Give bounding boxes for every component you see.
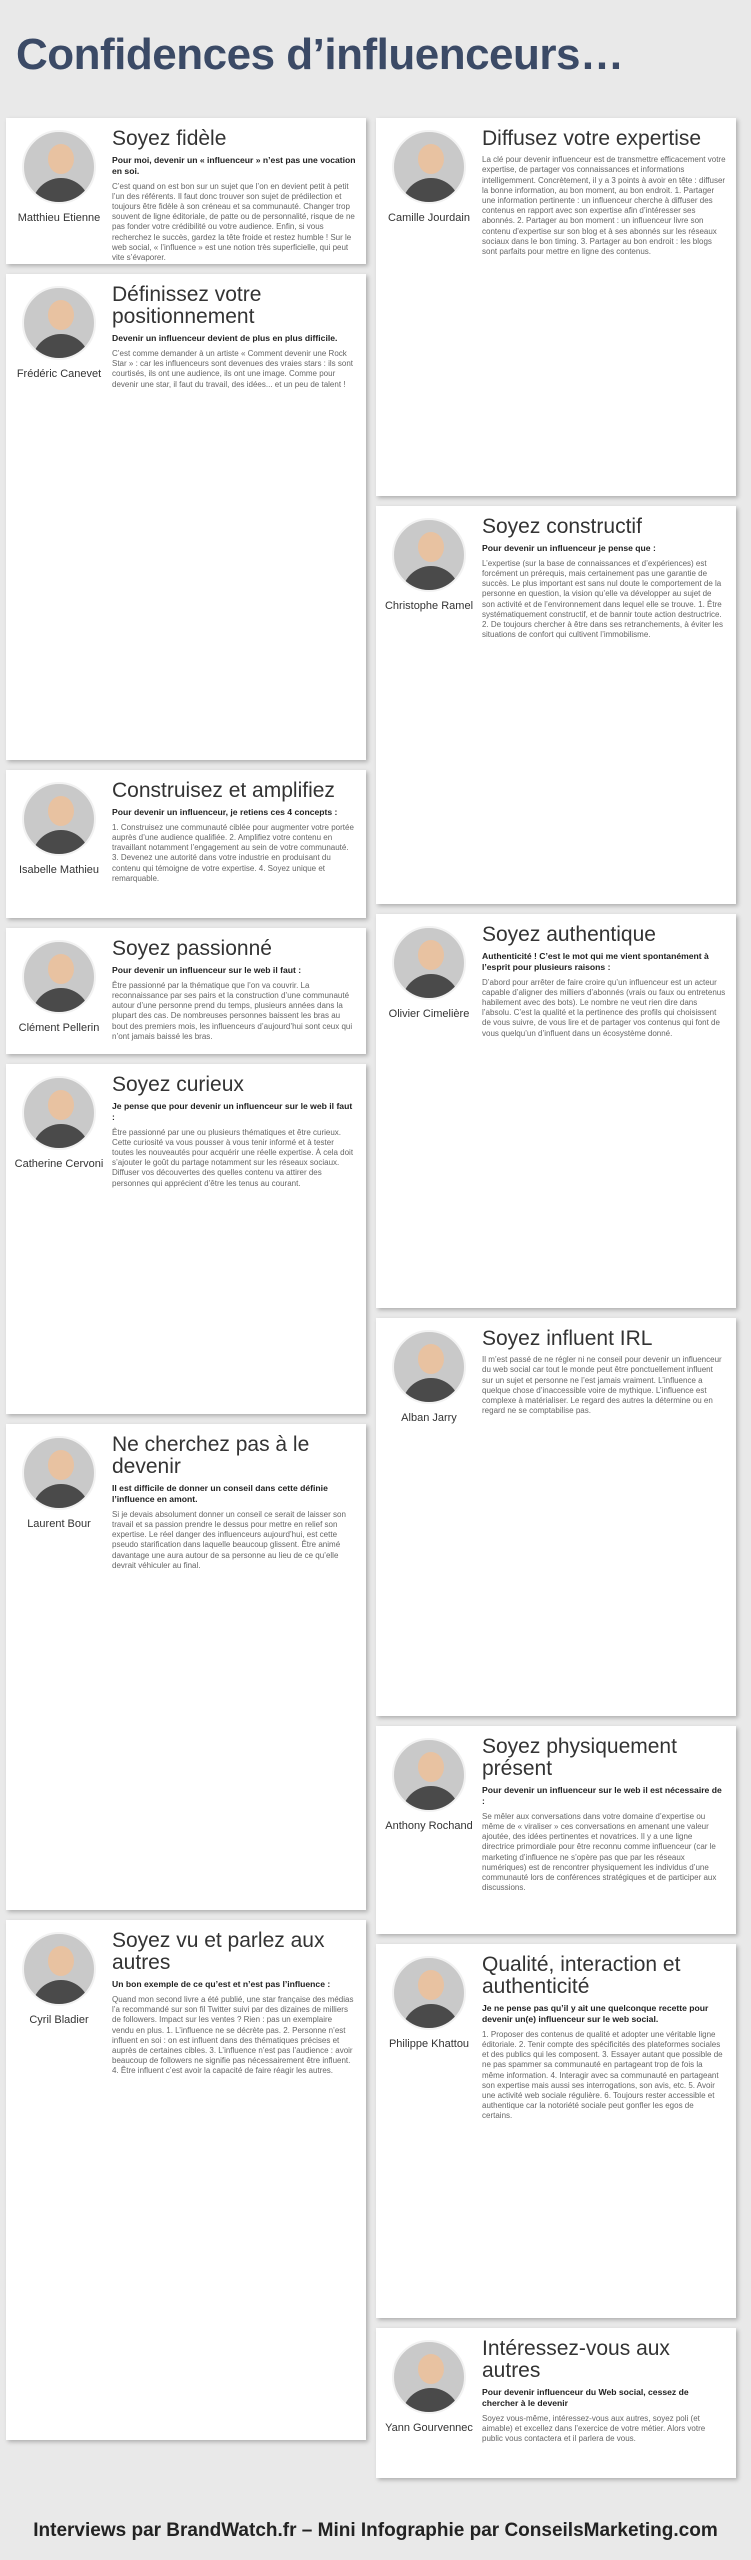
- card-text: 1. Construisez une communauté ciblée pour augmenter votre portée auprès d’une audience qualifiée. 2. Amplifiez votre contenu en travaillant notamment l’engagement au sein de votre communauté. 3. Devenez une autorité dans votre industrie en produisant du contenu qui témoigne de votre expertise. 4. Soyez unique et remarquable.: [112, 822, 354, 883]
- card-text: Il m’est passé de ne régler ni ne conseil pour devenir un influenceur du web social car tout le monde peut être ponctuellement influent sur un sujet et personne ne l’est jamais vraiment. L’influence a quelque chose d’inaccessible voire de mythique. L’influence est complexe à matérialiser. Le regard des autres la détermine ou en regard ne se comptabilise pas.: [482, 1355, 722, 1416]
- card-lead: Devenir un influenceur devient de plus en plus difficile.: [112, 333, 338, 344]
- card-heading: Définissez votre positionnement: [112, 283, 262, 329]
- card-heading: Soyez passionné: [112, 937, 272, 960]
- card-lead: Je ne pense pas qu’il y ait une quelconque recette pour devenir un(e) influenceur sur le web social.: [482, 2003, 709, 2024]
- author-name: Camille Jourdain: [388, 212, 470, 224]
- author-name: Anthony Rochand: [385, 1820, 473, 1832]
- author-name: Clément Pellerin: [18, 1022, 100, 1034]
- card-christophe: [376, 506, 736, 904]
- author-name: Catherine Cervoni: [14, 1158, 104, 1170]
- card-heading: Soyez curieux: [112, 1073, 244, 1096]
- avatar: [22, 130, 96, 204]
- card-lead: Un bon exemple de ce qu’est et n’est pas l’influence :: [112, 1979, 331, 1990]
- card-text: L’expertise (sur la base de connaissances et d’expériences) est forcément un prérequis, mais certainement pas une garantie de succès. Le plus important est sans nul doute le comportement de la personne en question, la vision qu’elle va développer au sujet de son activité et de l’environnement dans lequel elle se trouve. 1. Être systématiquement constructif, et de bannir toute action destructrice. 2. De toujours chercher à être dans ses retranchements, à éviter les situations de confort qui cultivent l’immobilisme.: [482, 558, 724, 640]
- card-heading: Soyez influent IRL: [482, 1327, 653, 1350]
- card-lead: Pour devenir influenceur du Web social, cessez de chercher à le devenir: [482, 2387, 689, 2408]
- card-philippe: [376, 1944, 736, 2318]
- avatar: [22, 1076, 96, 1150]
- card-laurent: [6, 1424, 366, 1910]
- right-column: [376, 118, 736, 2488]
- card-matthieu: [6, 118, 366, 264]
- card-text: Être passionné par la thématique que l’on va couvrir. La reconnaissance par ses pairs et la construction d’une communauté autour d’une personne prend du temps, plusieurs années dans la plupart des cas. De nombreuses personnes baissent les bras au bout des premiers mois, les influenceurs d’aujourd’hui sont ceux qui n’ont jamais baissé les bras.: [112, 980, 353, 1041]
- card-yann: [376, 2328, 736, 2478]
- card-heading: Intéressez-vous aux autres: [482, 2337, 670, 2383]
- author-name: Philippe Khattou: [388, 2038, 470, 2050]
- card-text: C’est quand on est bon sur un sujet que l’on en devient petit à petit l’un des référents. Il faut donc trouver son sujet de prédilection et toujours être fidèle à son créneau et sa communauté. Changer trop souvent de ligne éditoriale, de patte ou de personnalité, risque de ne pas fonder votre crédibilité ou votre audience. Enfin, si vous recherchez le succès, gardez la tête froide et restez humble ! Sur le web social, « l’influence » est une notion très superficielle, qui peut vite s’évaporer.: [112, 181, 355, 263]
- card-text: Se mêler aux conversations dans votre domaine d’expertise ou même de « viraliser » ces conversations en amenant une valeur ajoutée, des idées pertinentes et novatrices. Il y a une ligne directrice primordiale pour être reconnu comme influenceur (car le marketing d’influence ne s’opère pas que par les réseaux numériques) est de rencontrer physiquement les individus d’une communauté lors de conférences stratégiques et de participer aux discussions.: [482, 1811, 717, 1893]
- avatar: [392, 130, 466, 204]
- card-text: Être passionné par une ou plusieurs thématiques et être curieux. Cette curiosité va vous pousser à vous tenir informé et à tester toutes les nouveautés pour acquérir une réelle expertise. À cela doit s’ajouter le goût du partage notamment sur les réseaux sociaux. Diffuser vos découvertes des quelles contenu va attirer des personnes qui apprécient d’être les tenus au courant.: [112, 1127, 354, 1188]
- author-name: Frédéric Canevet: [16, 368, 102, 380]
- avatar: [392, 2340, 466, 2414]
- author-name: Olivier Cimelière: [388, 1008, 470, 1020]
- author-name: Christophe Ramel: [384, 600, 474, 612]
- card-alban: [376, 1318, 736, 1716]
- card-lead: Pour devenir un influenceur sur le web il est nécessaire de :: [482, 1785, 722, 1806]
- card-lead: Authenticité ! C’est le mot qui me vient spontanément à l’esprit pour plusieurs raisons :: [482, 951, 709, 972]
- author-name: Laurent Bour: [27, 1518, 91, 1530]
- author-name: Alban Jarry: [401, 1412, 457, 1424]
- avatar: [22, 1436, 96, 1510]
- card-anthony: [376, 1726, 736, 1934]
- card-text: Si je devais absolument donner un conseil ce serait de laisser son travail et sa passion prendre le dessus pour mettre en relief son expertise. Le réel danger des influenceurs aujourd’hui, est cette pseudo starification dans laquelle beaucoup glissent. Être animé davantage une aura autour de sa personne au lieu de ce qu’elle devrait véhiculer au final.: [112, 1509, 346, 1570]
- card-heading: Diffusez votre expertise: [482, 127, 702, 150]
- card-lead: Pour devenir un influenceur je pense que :: [482, 543, 656, 554]
- page-title: Confidences d’influenceurs…: [16, 30, 624, 79]
- card-camille: [376, 118, 736, 496]
- avatar: [22, 286, 96, 360]
- avatar: [392, 1738, 466, 1812]
- card-lead: Pour moi, devenir un « influenceur » n’est pas une vocation en soi.: [112, 155, 356, 176]
- author-name: Matthieu Etienne: [17, 212, 101, 224]
- avatar: [22, 782, 96, 856]
- left-column: [6, 118, 366, 2450]
- card-text: La clé pour devenir influenceur est de transmettre efficacement votre expertise, de partager vos connaissances et informations intelligemment. Concrètement, il y a 3 points à avoir en tête : diffuser la bonne information, au bon moment, au bon endroit. 1. Partager une information pertinente : un influenceur cherche à diffuser des contenus en rapport avec son expertise afin d’intéresser ses abonnés. 2. Partager au bon moment : un influenceur livre son contenu d’expertise sur son blog et à ses abonnés sur les réseaux sociaux dans le bon timing. 3. Partager au bon endroit : les blogs sont parfaits pour mettre en ligne des contenus.: [482, 155, 726, 257]
- card-heading: Construisez et amplifiez: [112, 779, 335, 802]
- avatar: [392, 926, 466, 1000]
- author-name: Yann Gourvennec: [385, 2422, 473, 2434]
- avatar: [22, 1932, 96, 2006]
- card-heading: Soyez vu et parlez aux autres: [112, 1929, 325, 1975]
- card-text: D’abord pour arrêter de faire croire qu’un influenceur est un acteur capable d’aligner des milliers d’abonnés (vrais ou faux ou entretenus habilement avec des bots). Le nombre ne veut rien dire dans l’absolu. C’est la qualité et la pertinence des profils qui choisissent de vous suivre, de vous lire et de partager vos contenus qui font de vous quelqu’un d’influent dans un écosystème donné.: [482, 977, 726, 1038]
- avatar: [392, 518, 466, 592]
- card-catherine: [6, 1064, 366, 1414]
- card-text: Quand mon second livre a été publié, une star française des médias l’a recommandé sur son fil Twitter suivi par des dizaines de milliers de followers. Impact sur les ventes ? Rien : pas un exemplaire vendu en plus. 1. L’influence ne se décrète pas. 2. Personne n’est influent en soi : on est influent dans des thématiques précises et auprès de certaines cibles. 3. L’influence n’est pas l’audience : avoir beaucoup de followers ne signifie pas nécessairement être influent. 4. Être influent c’est avoir la capacité de faire réagir les autres.: [112, 1994, 354, 2076]
- card-heading: Qualité, interaction et authenticité: [482, 1953, 681, 1999]
- card-heading: Ne cherchez pas à le devenir: [112, 1433, 310, 1479]
- card-lead: Pour devenir un influenceur, je retiens ces 4 concepts :: [112, 807, 338, 818]
- card-cyril: [6, 1920, 366, 2440]
- card-heading: Soyez constructif: [482, 515, 642, 538]
- footer-credits: Interviews par BrandWatch.fr – Mini Infographie par ConseilsMarketing.com: [33, 2520, 718, 2541]
- author-name: Isabelle Mathieu: [18, 864, 100, 876]
- card-lead: Je pense que pour devenir un influenceur sur le web il faut :: [112, 1101, 353, 1122]
- card-isabelle: [6, 770, 366, 918]
- card-heading: Soyez authentique: [482, 923, 656, 946]
- card-lead: Il est difficile de donner un conseil dans cette définie l’influence en amont.: [112, 1483, 328, 1504]
- card-text: C’est comme demander à un artiste « Comment devenir une Rock Star » : car les influenceurs sont devenues des vraies stars : ils sont courtisés, ils ont une audience, ils ont une image. Comme pour devenir une star, il faut du travail, des idées... et un peu de talent !: [112, 348, 354, 389]
- card-lead: Pour devenir un influenceur sur le web il faut :: [112, 965, 302, 976]
- card-frederic: [6, 274, 366, 760]
- avatar: [392, 1330, 466, 1404]
- avatar: [22, 940, 96, 1014]
- card-text: Soyez vous-même, intéressez-vous aux autres, soyez poli (et aimable) et excellez dans l’exercice de votre métier. Alors votre public vous contactera et il parlera de vous.: [482, 2413, 706, 2444]
- card-text: 1. Proposer des contenus de qualité et adopter une véritable ligne éditoriale. 2. Tenir compte des spécificités des plateformes sociales et des publics qui les composent. 3. Essayer autant que possible de ne pas spammer sa communauté en partageant trop de fois la même information. 4. Interagir avec sa communauté en partageant son expertise mais aussi ses interrogations, son avis, etc. 5. Avoir une activité web sociale régulière. 6. Toujours rester accessible et authentique car la notoriété sociale peut gonfler les egos de certains.: [482, 2029, 723, 2121]
- card-clement: [6, 928, 366, 1054]
- author-name: Cyril Bladier: [29, 2014, 89, 2026]
- avatar: [392, 1956, 466, 2030]
- card-heading: Soyez physiquement présent: [482, 1735, 677, 1781]
- card-olivier: [376, 914, 736, 1308]
- card-heading: Soyez fidèle: [112, 127, 227, 150]
